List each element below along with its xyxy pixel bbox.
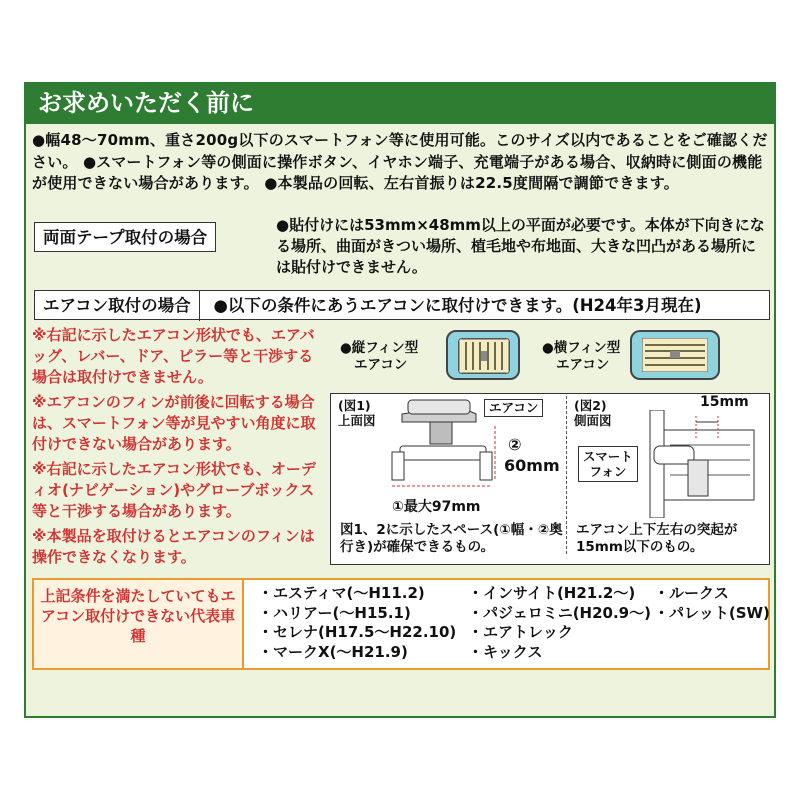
vehicle-model: ・ハリアー(〜H15.1) bbox=[258, 603, 411, 622]
tape-section-text: ●貼付けには53mm×48mm以上の平面が必要です。本体が下向きになる場所、曲面がきつい場所、植毛地や布地面、大きな凹凸がある場所には貼付けできません。 bbox=[276, 216, 765, 276]
vehicle-model: ・セレナ(H17.5〜H22.10) bbox=[258, 623, 457, 641]
vertical-fin-label bbox=[340, 340, 418, 374]
figure1-depth-label: ② bbox=[508, 435, 522, 454]
figure1-aircon-label: エアコン bbox=[484, 399, 543, 417]
figure2-phone-label bbox=[578, 446, 638, 482]
figure2-label-line2: 側面図 bbox=[574, 413, 612, 428]
aircon-note: ※エアコンのフィンが前後に回転する場合は、スマートフォン等が見やすい角度に取付けできない場合があります。 bbox=[32, 393, 316, 453]
aircon-note: ※右記に示したエアコン形状でも、エアバッグ、レバー、ドア、ピラー等と干渉する場合は取付けできません。 bbox=[32, 326, 315, 386]
figure2-phone-label-line1: スマート bbox=[583, 449, 633, 464]
vertical-fin-label-line1: ●縦フィン型 bbox=[340, 340, 419, 356]
horizontal-fin-label bbox=[542, 340, 620, 374]
vertical-fin-label-line2: エアコン bbox=[354, 357, 408, 373]
horizontal-fins-icon bbox=[642, 338, 708, 372]
vehicle-model: ・マークX(〜H21.9) bbox=[258, 642, 408, 661]
vehicle-model: ・キックス bbox=[468, 642, 543, 661]
vertical-fins-icon bbox=[458, 338, 510, 374]
exceptions-col1 bbox=[258, 584, 456, 662]
figure1-label bbox=[338, 398, 376, 428]
aircon-section-title: エアコン取付の場合 bbox=[35, 291, 200, 321]
vertical-fin-vent-icon bbox=[446, 330, 520, 380]
exceptions-col3 bbox=[654, 584, 770, 623]
exceptions-title: 上記条件を満たしていてもエアコン取付けできない代表車種 bbox=[34, 580, 244, 668]
aircon-section-header bbox=[34, 290, 770, 320]
aircon-note: ※本製品を取付けるとエアコンのフィンは操作できなくなります。 bbox=[32, 527, 315, 566]
aircon-note: ※右記に示したエアコン形状でも、オーディオ(ナビゲーション)やグローブボックス等と干渉する場合があります。 bbox=[32, 460, 316, 520]
horizontal-fin-label-line1: ●横フィン型 bbox=[542, 340, 621, 356]
figure2-phone-label-line2: フォン bbox=[589, 464, 627, 479]
diagram-divider bbox=[566, 396, 567, 554]
figure1-label-line1: (図1) bbox=[338, 398, 371, 413]
figure1-depth-value: 60mm bbox=[504, 456, 560, 475]
aircon-notes bbox=[32, 325, 322, 572]
figure2-label-line1: (図2) bbox=[574, 398, 607, 413]
intro-text: ●幅48〜70mm、重さ200g以下のスマートフォン等に使用可能。このサイズ以内であることをご確認ください。 ●スマートフォン等の側面に操作ボタン、イヤホン端子、充電端子がある場合、収納時に側面の機能が使用できない場合があります。 ●本製品の回転、左右首振りは22.5度間隔で調節できます。 bbox=[32, 131, 768, 192]
tape-section-title: 両面テープ取付の場合 bbox=[34, 222, 216, 252]
figure1-width-label: ①最大97mm bbox=[392, 499, 481, 515]
vehicle-model: ・パジェロミニ(H20.9〜) bbox=[468, 603, 651, 622]
figure1-caption: 図1、2に示したスペース(①幅・②奥行き)が確保できるもの。 bbox=[340, 522, 563, 555]
exceptions-col2 bbox=[468, 584, 651, 662]
vehicle-model: ・エスティマ(〜H11.2) bbox=[258, 584, 425, 602]
figure2-gap-value: 15mm bbox=[700, 394, 749, 410]
horizontal-fin-label-line2: エアコン bbox=[556, 357, 610, 373]
vehicle-model: ・インサイト(H21.2〜) bbox=[468, 584, 636, 602]
figure1-label-line2: 上面図 bbox=[338, 413, 376, 428]
page-title: お求めいただく前に bbox=[24, 82, 776, 124]
aircon-condition: ●以下の条件にあうエアコンに取付けできます。(H24年3月現在) bbox=[213, 296, 702, 315]
horizontal-fin-vent-icon bbox=[630, 330, 720, 380]
vehicle-model: ・パレット(SW) bbox=[654, 603, 770, 622]
figure2-caption: エアコン上下左右の突起が15mm以下のもの。 bbox=[576, 522, 738, 555]
vehicle-model: ・エアトレック bbox=[468, 623, 573, 641]
vehicle-model: ・ルークス bbox=[654, 584, 729, 602]
